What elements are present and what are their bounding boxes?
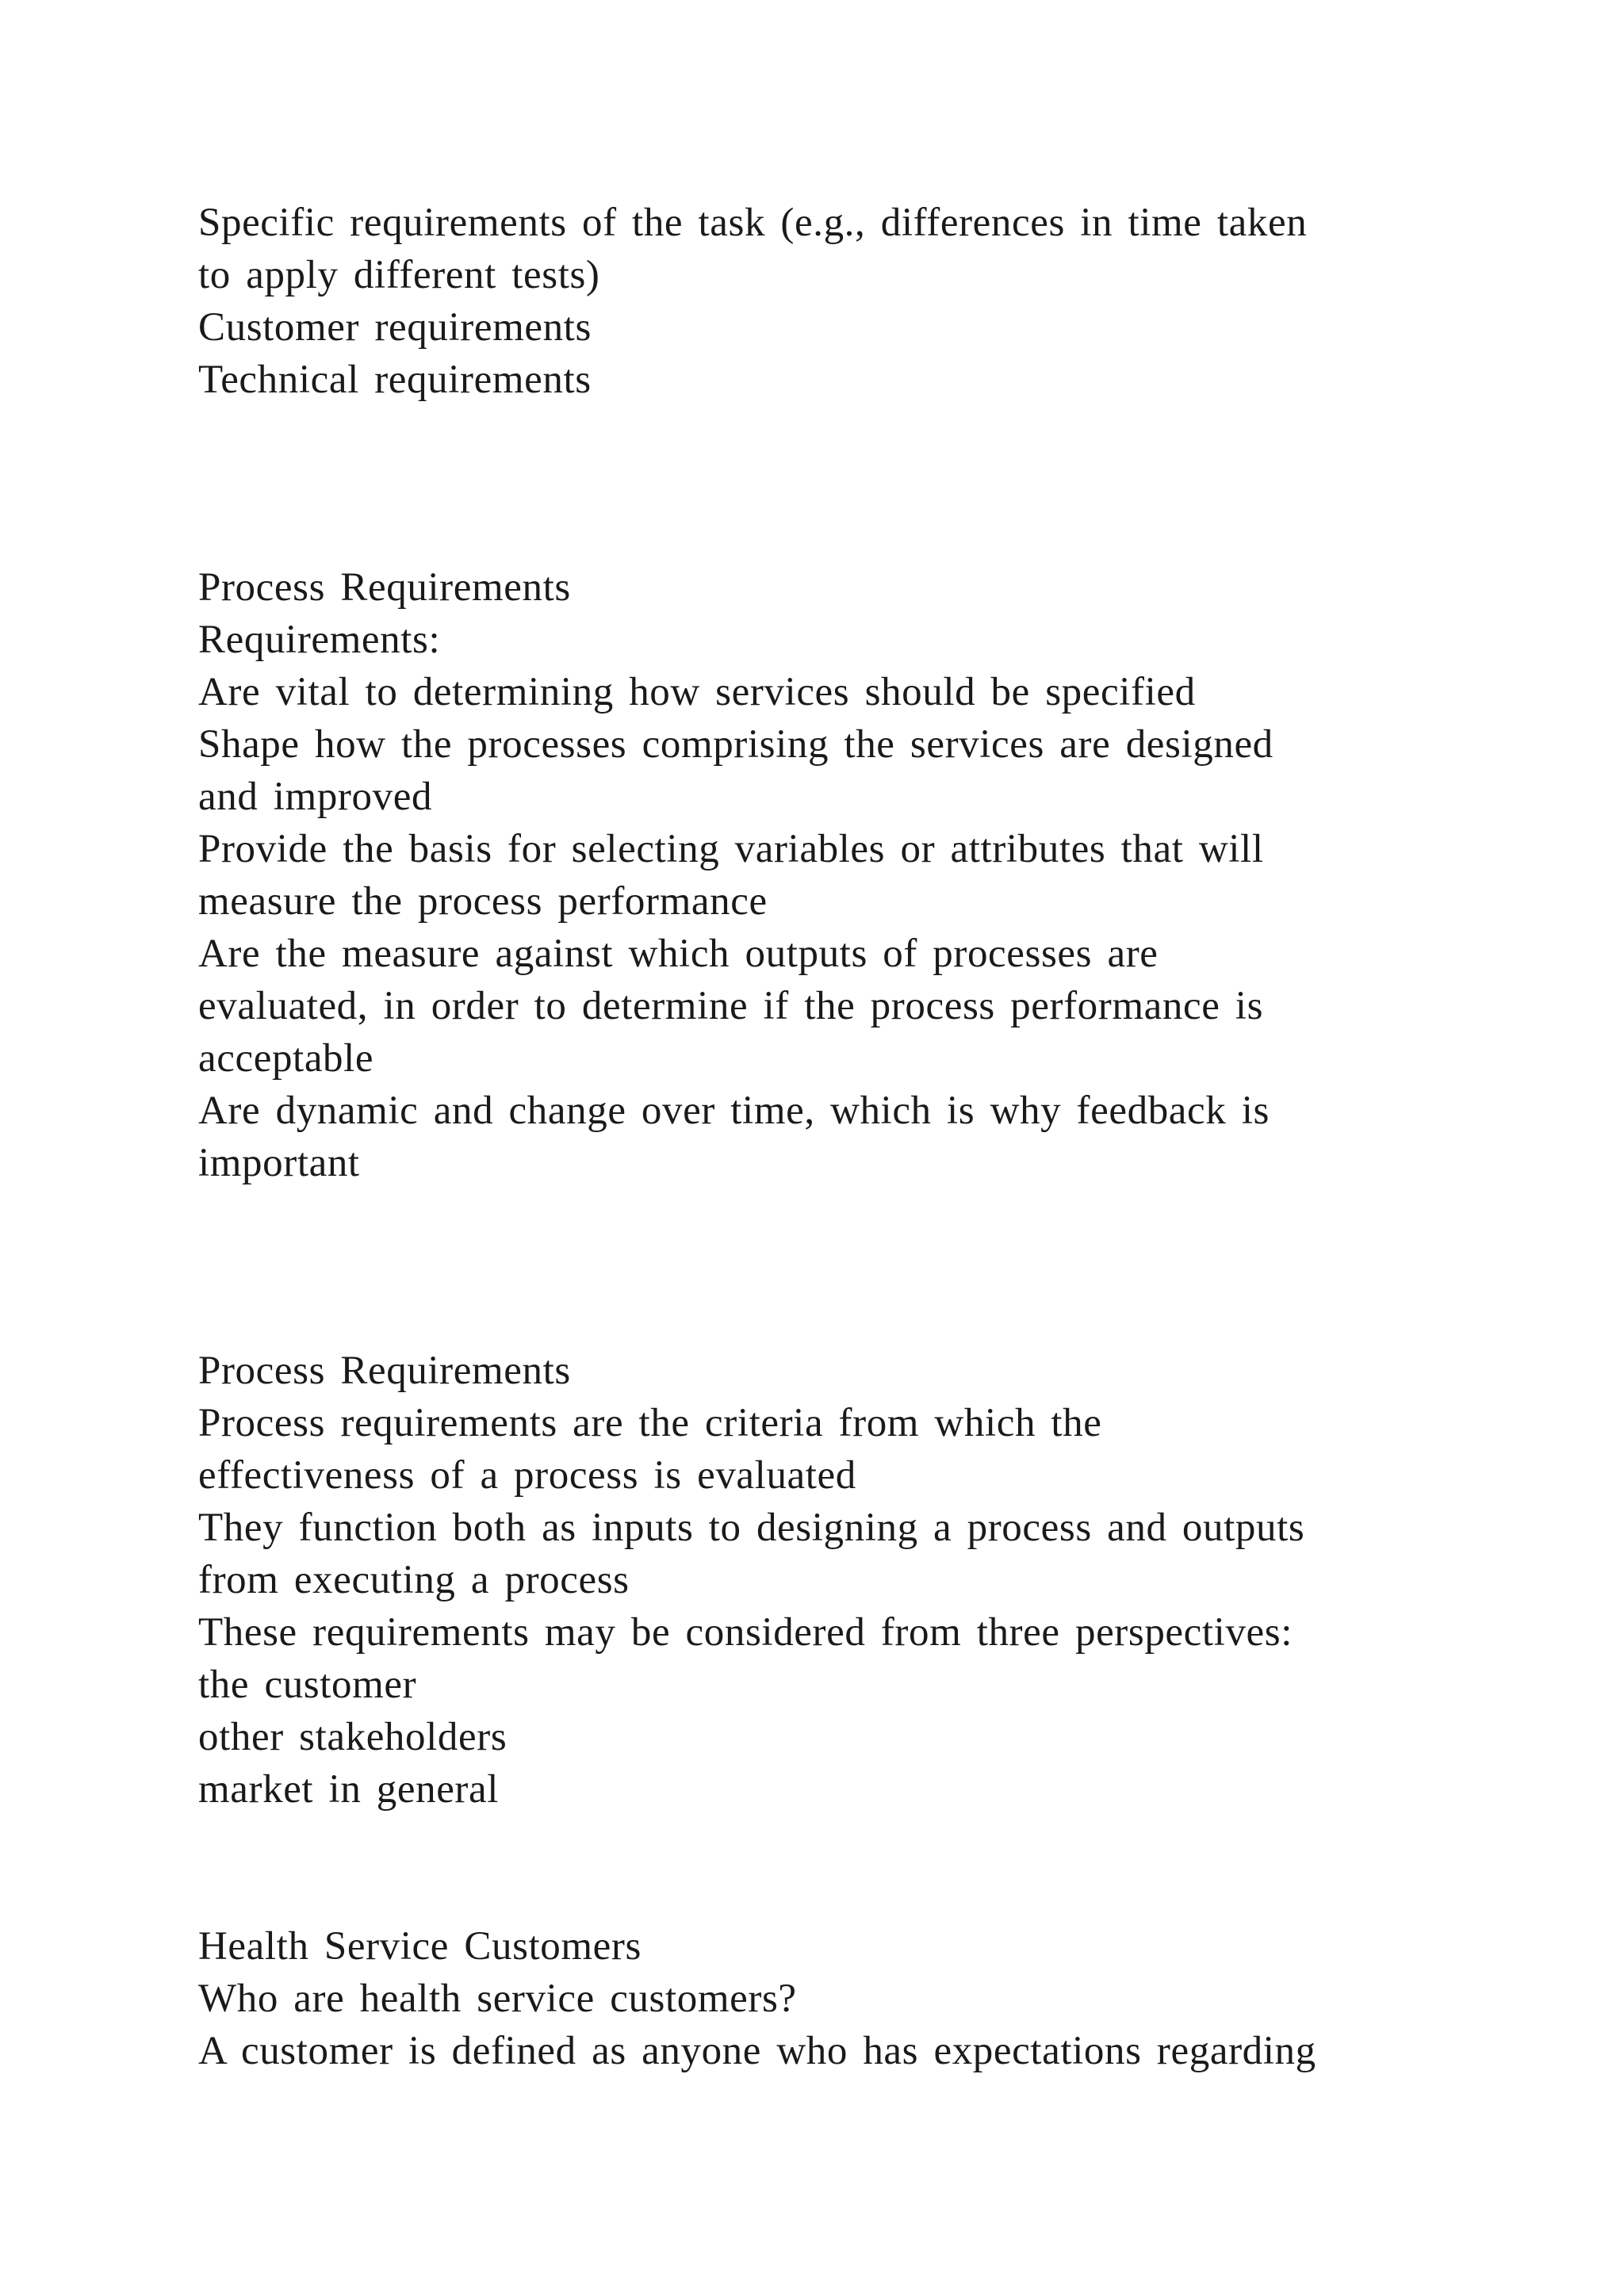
text-line: Process requirements are the criteria from which the bbox=[198, 1401, 1102, 1445]
text-line: other stakeholders bbox=[198, 1715, 508, 1759]
text-line: to apply different tests) bbox=[198, 253, 600, 297]
text-line: Specific requirements of the task (e.g., differences in time taken bbox=[198, 201, 1308, 245]
text-line: and improved bbox=[198, 775, 433, 819]
text-line: market in general bbox=[198, 1767, 500, 1812]
text-line: Are dynamic and change over time, which is why feedback is bbox=[198, 1089, 1270, 1133]
text-line: A customer is defined as anyone who has expectations regarding bbox=[198, 2029, 1316, 2073]
text-line: from executing a process bbox=[198, 1558, 630, 1602]
section-heading: Process Requirements bbox=[198, 1349, 571, 1393]
text-line: the customer bbox=[198, 1663, 417, 1707]
text-line: Requirements: bbox=[198, 618, 441, 662]
text-line: Who are health service customers? bbox=[198, 1976, 797, 2021]
text-line: measure the process performance bbox=[198, 879, 768, 924]
text-line: acceptable bbox=[198, 1036, 374, 1081]
text-line: Technical requirements bbox=[198, 358, 592, 402]
text-line: evaluated, in order to determine if the process performance is bbox=[198, 984, 1264, 1028]
text-line: Shape how the processes comprising the services are designed bbox=[198, 722, 1274, 767]
section-heading: Health Service Customers bbox=[198, 1924, 642, 1969]
text-line: Are vital to determining how services should be specified bbox=[198, 670, 1196, 714]
text-line: These requirements may be considered from three perspectives: bbox=[198, 1610, 1293, 1655]
text-line: Provide the basis for selecting variables or attributes that will bbox=[198, 827, 1264, 871]
section-heading: Process Requirements bbox=[198, 565, 571, 610]
text-line: effectiveness of a process is evaluated bbox=[198, 1453, 856, 1498]
text-line: They function both as inputs to designing a process and outputs bbox=[198, 1506, 1305, 1550]
text-line: important bbox=[198, 1141, 360, 1185]
text-line: Are the measure against which outputs of processes are bbox=[198, 932, 1159, 976]
text-line: Customer requirements bbox=[198, 305, 592, 350]
